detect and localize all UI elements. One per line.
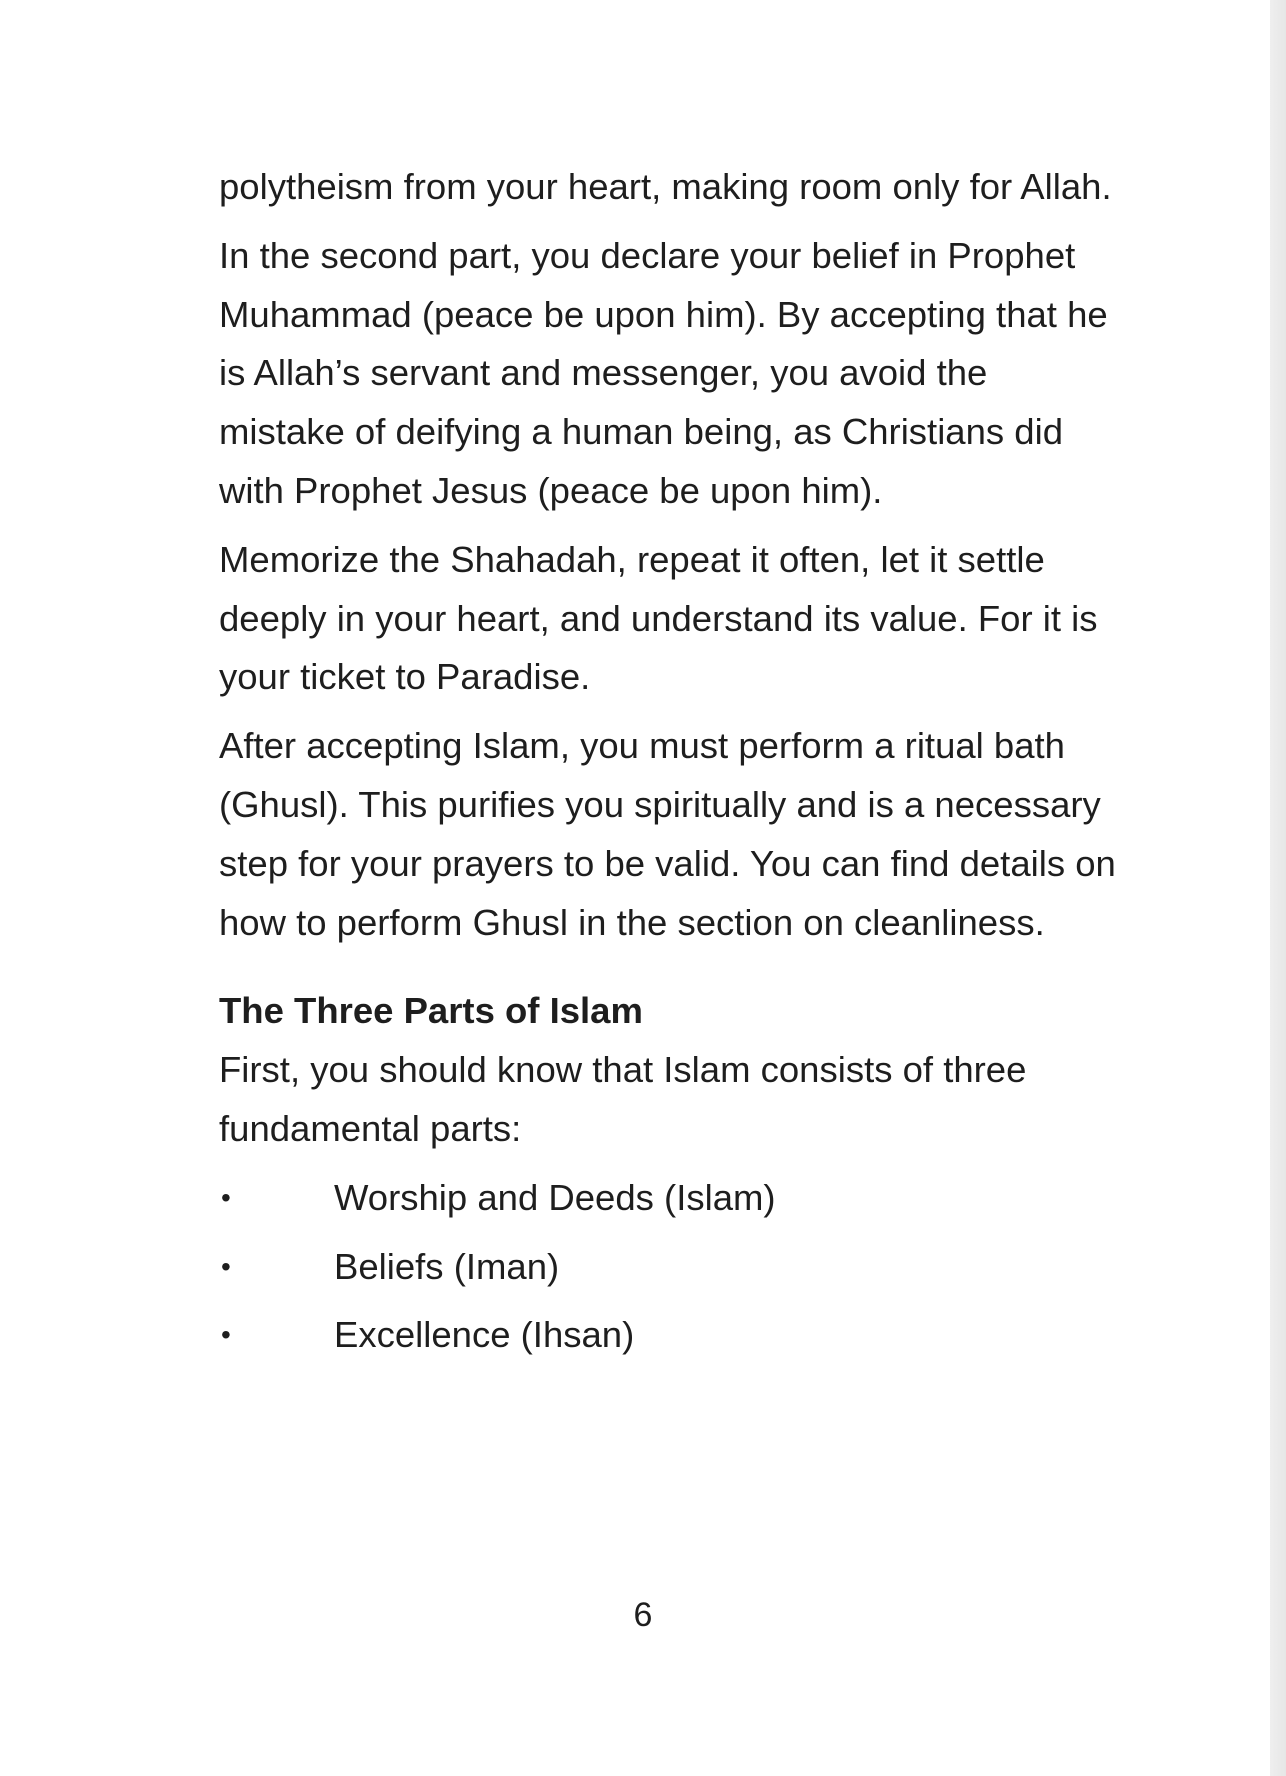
- paragraph-3: Memorize the Shahadah, repeat it often, let it settle deeply in your heart, and understand its value. For it is your ticket to Paradise.: [219, 538, 1098, 698]
- list-item: [219, 1169, 1119, 1228]
- page-content: [219, 158, 1119, 1375]
- bullet-icon: •: [221, 1250, 231, 1282]
- list-item-text: Beliefs (Iman): [334, 1245, 560, 1287]
- section-heading: The Three Parts of Islam: [219, 990, 643, 1032]
- bullet-icon: •: [221, 1181, 231, 1213]
- paragraph-1: polytheism from your heart, making room only for Allah.: [219, 166, 1112, 207]
- bullet-list: [219, 1169, 1119, 1365]
- list-item-text: Worship and Deeds (Islam): [334, 1176, 776, 1218]
- section-intro: First, you should know that Islam consists of three fundamental parts:: [219, 1049, 1027, 1149]
- bullet-icon: •: [221, 1319, 231, 1351]
- page-number: 6: [633, 1596, 653, 1634]
- paragraph-2: In the second part, you declare your belief in Prophet Muhammad (peace be upon him). By accepting that he is Allah’s servant and messenger, you avoid the mistake of deifying a human being, as Christians did with Prophet Jesus (peace be upon him).: [219, 234, 1108, 511]
- list-item: [219, 1238, 1119, 1297]
- page-edge: [1270, 0, 1286, 1776]
- list-item: [219, 1306, 1119, 1365]
- list-item-text: Excellence (Ihsan): [334, 1314, 635, 1356]
- paragraph-4: After accepting Islam, you must perform a ritual bath (Ghusl). This purifies you spiritually and is a necessary step for your prayers to be valid. You can find details on how to perform Ghusl in the section on cleanliness.: [219, 725, 1116, 943]
